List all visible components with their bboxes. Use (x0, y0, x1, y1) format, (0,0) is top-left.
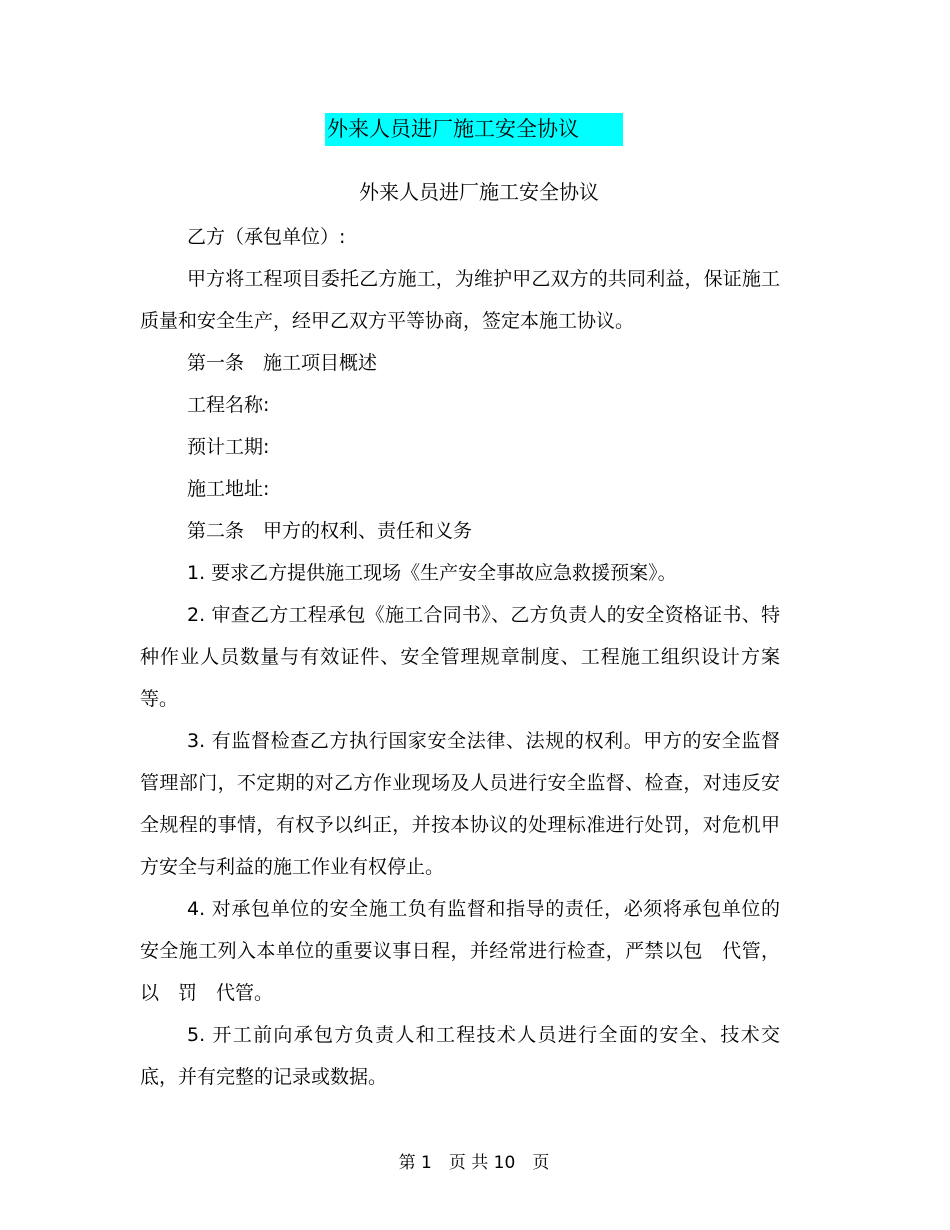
clause-1: 1. 要求乙方提供施工现场《生产安全事故应急救援预案》。 (187, 562, 677, 584)
project-duration-field: 预计工期: (187, 436, 270, 458)
page-number-footer: 第 1 页 共 10 页 (398, 1153, 550, 1173)
intro-paragraph: 甲方将工程项目委托乙方施工，为维护甲乙双方的共同利益，保证施工质量和安全生产，经甲乙双方平等协商，签定本施工协议。 (140, 268, 780, 332)
party-b-line: 乙方（承包单位）: (187, 226, 346, 248)
project-address-field: 施工地址: (187, 478, 270, 500)
clause-3: 3. 有监督检查乙方执行国家安全法律、法规的权利。甲方的安全监督管理部门，不定期的对乙方作业现场及人员进行安全监督、检查，对违反安全规程的事情，有权予以纠正，并按本协议的处理标准进行处罚，对危机甲方安全与利益的施工作业有权停止。 (140, 730, 780, 878)
document-body (140, 216, 780, 1098)
clause-2: 2. 审查乙方工程承包《施工合同书》、乙方负责人的安全资格证书、特种作业人员数量与有效证件、安全管理规章制度、工程施工组织设计方案等。 (140, 604, 780, 710)
document-title: 外来人员进厂施工安全协议 (359, 180, 599, 204)
highlighted-title: 外来人员进厂施工安全协议 (325, 113, 623, 146)
article-two-heading: 第二条 甲方的权利、责任和义务 (187, 520, 473, 542)
clause-5: 5. 开工前向承包方负责人和工程技术人员进行全面的安全、技术交底，并有完整的记录或数据。 (140, 1024, 780, 1088)
article-one-heading: 第一条 施工项目概述 (187, 352, 378, 374)
clause-4: 4. 对承包单位的安全施工负有监督和指导的责任，必须将承包单位的安全施工列入本单位的重要议事日程，并经常进行检查，严禁以包 代管，以 罚 代管。 (140, 898, 780, 1004)
project-name-field: 工程名称: (187, 394, 270, 416)
